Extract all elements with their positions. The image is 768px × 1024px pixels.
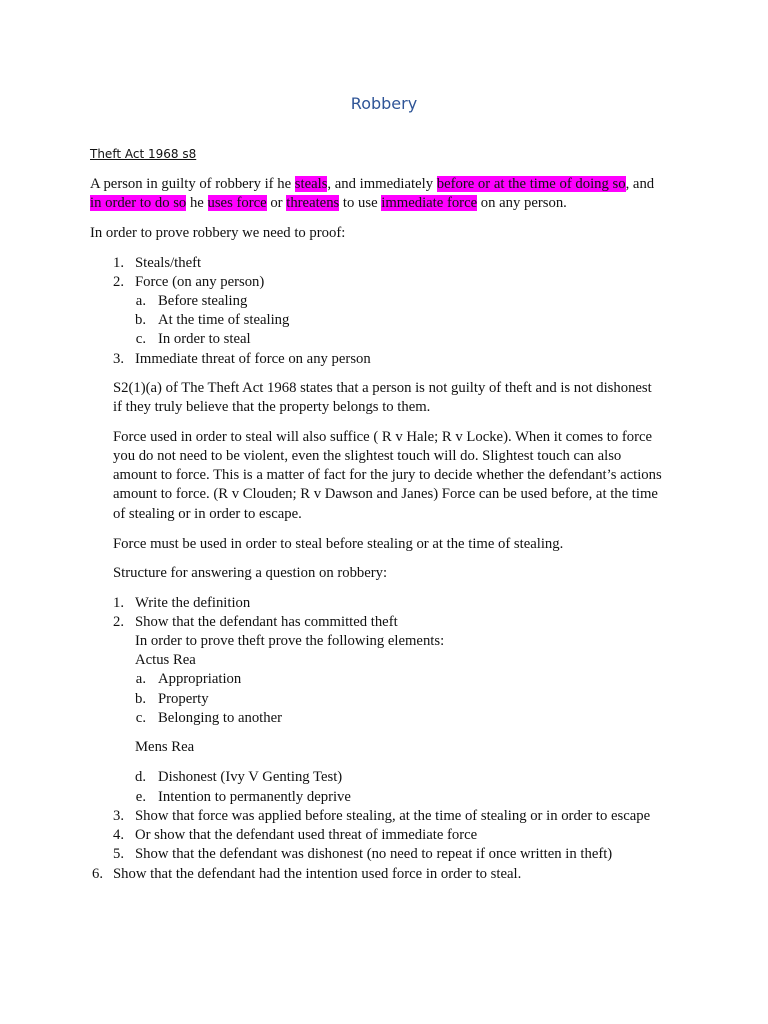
list-item: Immediate threat of force on any person bbox=[135, 351, 371, 367]
paragraph-line: of stealing or in order to escape. bbox=[113, 506, 302, 522]
highlight-uses-force: uses force bbox=[207, 195, 267, 211]
paragraph-line: S2(1)(a) of The Theft Act 1968 states that a person is not guilty of theft and is not dishonest bbox=[113, 380, 652, 396]
paragraph-line: Force must be used in order to steal before stealing or at the time of stealing. bbox=[113, 536, 564, 552]
highlight-immediate-force: immediate force bbox=[381, 195, 478, 211]
paragraph-line: Structure for answering a question on robbery: bbox=[113, 565, 388, 581]
list-marker: 3. bbox=[112, 808, 124, 824]
list-marker: 1. bbox=[112, 255, 124, 271]
highlight-threatens: threatens bbox=[286, 195, 340, 211]
list-marker: 4. bbox=[112, 827, 124, 843]
document-title: Robbery bbox=[350, 94, 418, 113]
highlight-before-or-at-time: before or at the time of doing so bbox=[436, 176, 626, 192]
list-item: Or show that the defendant used threat of immediate force bbox=[135, 827, 478, 843]
list-marker: c. bbox=[135, 710, 146, 726]
list-marker: 6. bbox=[91, 866, 103, 882]
definition-line-1 bbox=[90, 175, 654, 194]
definition-text: to use bbox=[339, 195, 382, 211]
list-item: Show that the defendant was dishonest (no need to repeat if once written in theft) bbox=[135, 846, 613, 862]
section-subheading: Theft Act 1968 s8 bbox=[90, 147, 197, 161]
list-item: Show that force was applied before stealing, at the time of stealing or in order to escape bbox=[135, 808, 651, 824]
paragraph-line: amount to force. (R v Clouden; R v Dawson and Janes) Force can be used before, at the time bbox=[113, 486, 658, 502]
list-item: Belonging to another bbox=[158, 710, 283, 726]
list-item: Intention to permanently deprive bbox=[158, 789, 351, 805]
highlight-steals: steals bbox=[294, 176, 328, 192]
definition-text: on any person. bbox=[477, 195, 567, 211]
mens-rea-label: Mens Rea bbox=[135, 739, 195, 755]
list-marker: a. bbox=[135, 293, 146, 309]
definition-text: , and bbox=[625, 176, 655, 192]
list-item: Steals/theft bbox=[135, 255, 202, 271]
prove-intro: In order to prove robbery we need to proof: bbox=[90, 225, 346, 241]
list-marker: e. bbox=[135, 789, 146, 805]
paragraph-line: if they truly believe that the property belongs to them. bbox=[113, 399, 431, 415]
list-item: Show that the defendant had the intention used force in order to steal. bbox=[113, 866, 522, 882]
list-item: In order to steal bbox=[158, 331, 251, 347]
list-marker: 3. bbox=[112, 351, 124, 367]
list-item: Write the definition bbox=[135, 595, 251, 611]
list-marker: b. bbox=[134, 312, 146, 328]
list-marker: a. bbox=[135, 671, 146, 687]
list-marker: c. bbox=[135, 331, 146, 347]
highlight-in-order-to-do-so: in order to do so bbox=[90, 195, 187, 211]
list-marker: 1. bbox=[112, 595, 124, 611]
list-marker: 2. bbox=[112, 614, 124, 630]
list-item: Appropriation bbox=[158, 671, 242, 687]
list-marker: d. bbox=[134, 769, 146, 785]
paragraph-line: you do not need to be violent, even the slightest touch will do. Slightest touch can also bbox=[113, 448, 622, 464]
list-marker: 5. bbox=[112, 846, 124, 862]
list-marker: 2. bbox=[112, 274, 124, 290]
list-marker: b. bbox=[134, 691, 146, 707]
paragraph-line: amount to force. This is a matter of fact for the jury to decide whether the defendant’s actions bbox=[113, 467, 662, 483]
list-item: Show that the defendant has committed theft bbox=[135, 614, 398, 630]
theft-intro: In order to prove theft prove the following elements: bbox=[135, 633, 445, 649]
list-item: At the time of stealing bbox=[158, 312, 290, 328]
definition-text: A person in guilty of robbery if he bbox=[90, 176, 295, 192]
paragraph-line: Force used in order to steal will also suffice ( R v Hale; R v Locke). When it comes to force bbox=[113, 429, 653, 445]
definition-text: he bbox=[186, 195, 208, 211]
list-item: Dishonest (Ivy V Genting Test) bbox=[158, 769, 343, 785]
definition-text: or bbox=[266, 195, 287, 211]
definition-line-2 bbox=[90, 194, 567, 213]
list-item: Force (on any person) bbox=[135, 274, 265, 290]
actus-rea-label: Actus Rea bbox=[135, 652, 196, 668]
list-item: Property bbox=[158, 691, 209, 707]
definition-text: , and immediately bbox=[327, 176, 437, 192]
list-item: Before stealing bbox=[158, 293, 248, 309]
